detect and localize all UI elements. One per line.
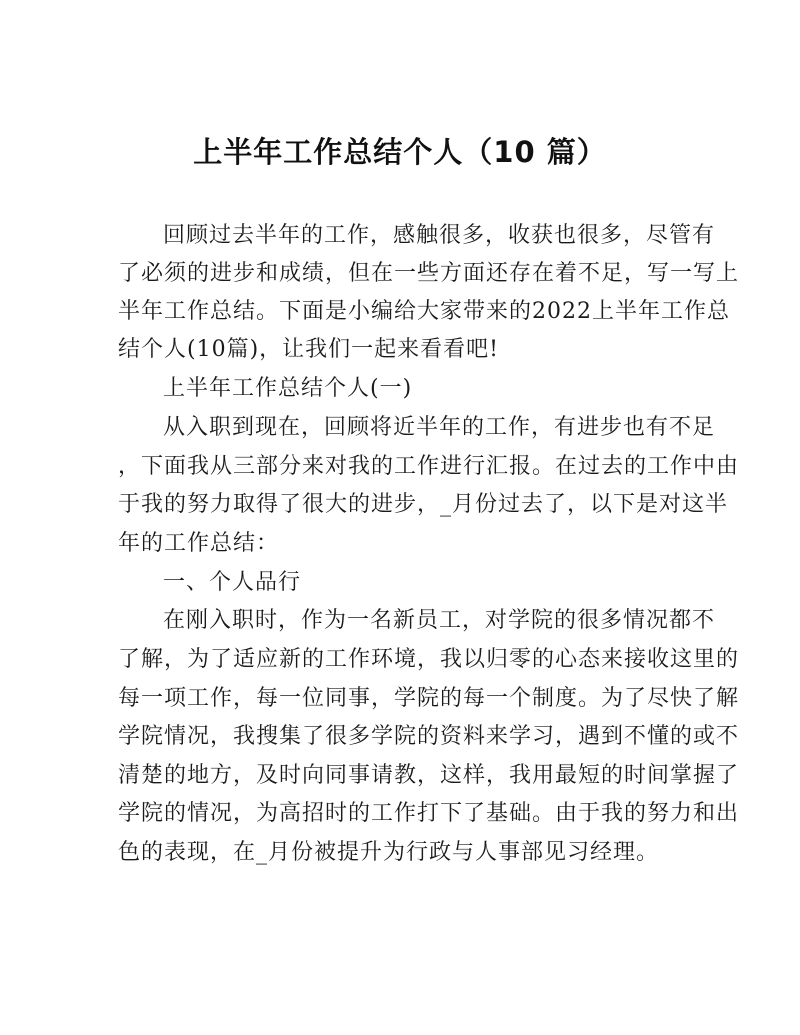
section-heading: 上半年工作总结个人(一) xyxy=(163,376,413,401)
paragraph-line: 每一项工作，每一位同事，学院的每一个制度。为了尽快了解 xyxy=(118,686,740,711)
paragraph-line: ，下面我从三部分来对我的工作进行汇报。在过去的工作中由 xyxy=(118,454,740,479)
document-title: 上半年工作总结个人（10 篇） xyxy=(193,135,607,169)
paragraph-line: 清楚的地方，及时向同事请教，这样，我用最短的时间掌握了 xyxy=(118,763,740,788)
paragraph-line: 半年工作总结。下面是小编给大家带来的2022上半年工作总 xyxy=(118,299,730,324)
paragraph-line: 学院的情况，为高招时的工作打下了基础。由于我的努力和出 xyxy=(118,801,740,826)
paragraph-line: 回顾过去半年的工作，感触很多，收获也很多，尽管有 xyxy=(163,223,716,248)
paragraph-line: 了解，为了适应新的工作环境，我以归零的心态来接收这里的 xyxy=(118,647,740,672)
paragraph-line: 于我的努力取得了很大的进步，_月份过去了，以下是对这半 xyxy=(118,492,729,517)
subsection-heading: 一、个人品行 xyxy=(163,570,302,595)
paragraph-line: 学院情况，我搜集了很多学院的资料来学习，遇到不懂的或不 xyxy=(118,724,740,749)
paragraph-line: 年的工作总结： xyxy=(118,531,280,556)
paragraph-line: 了必须的进步和成绩，但在一些方面还存在着不足，写一写上 xyxy=(118,261,740,286)
paragraph-line: 结个人(10篇)，让我们一起来看看吧! xyxy=(118,337,500,362)
paragraph-line: 从入职到现在，回顾将近半年的工作，有进步也有不足 xyxy=(163,415,716,440)
paragraph-line: 色的表现，在_月份被提升为行政与人事部见习经理。 xyxy=(118,840,660,865)
paragraph-line: 在刚入职时，作为一名新员工，对学院的很多情况都不 xyxy=(163,608,716,633)
